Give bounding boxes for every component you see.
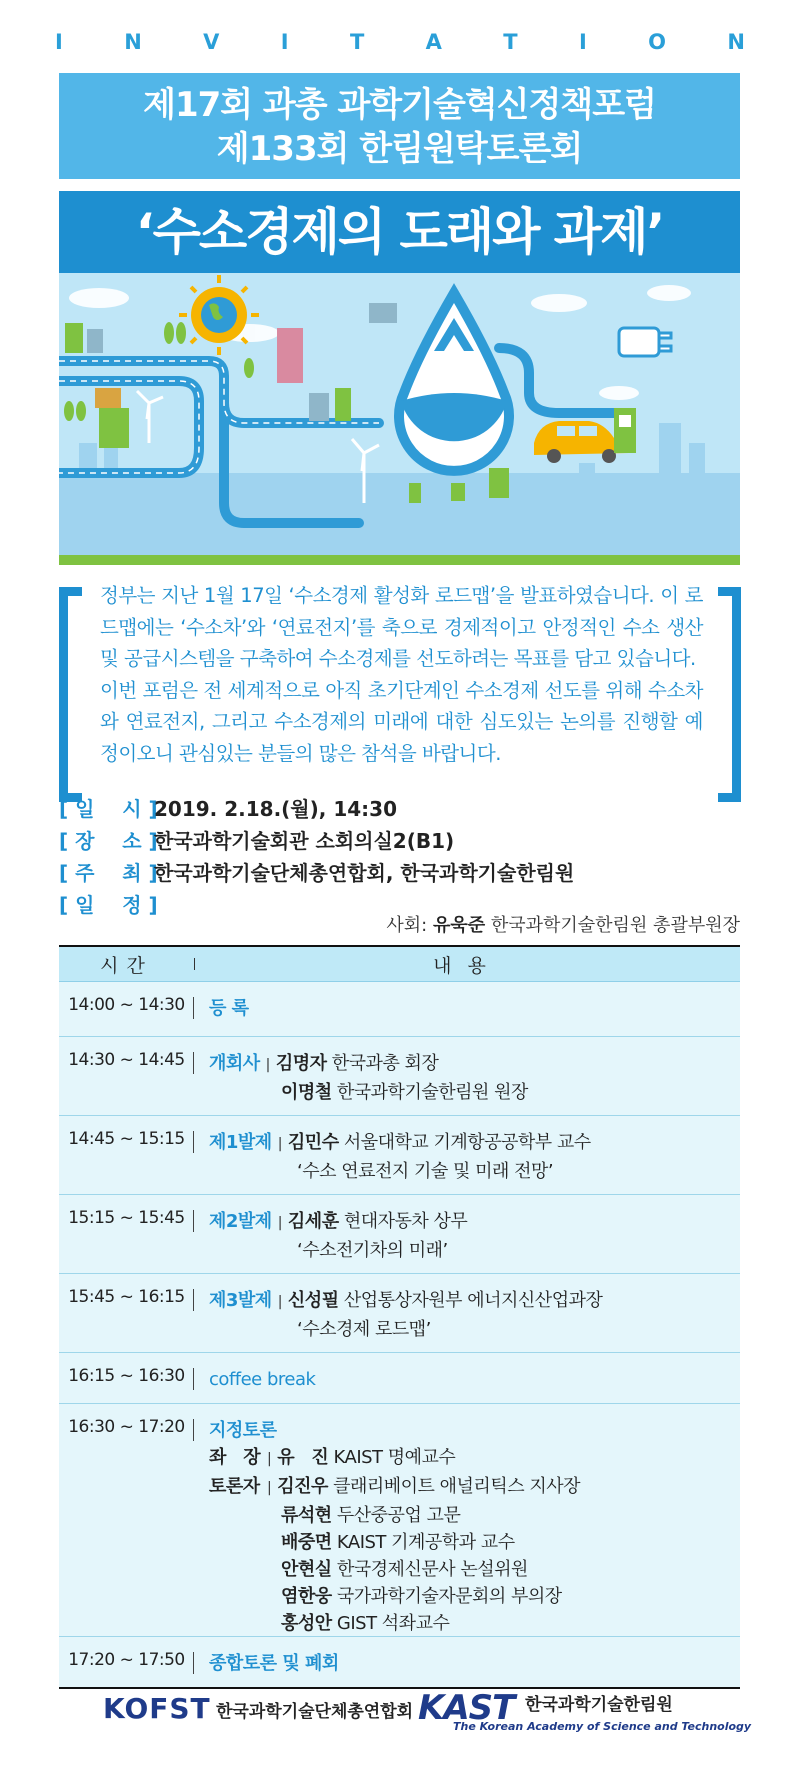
invitation-letter: A <box>425 30 442 54</box>
speaker-name: 김민수 <box>287 1132 339 1153</box>
panelist-name: 류석현 <box>281 1505 332 1526</box>
invitation-letter: N <box>124 30 142 54</box>
info-place <box>59 826 740 856</box>
row-content: 지정토론 좌 장 | 유 진 KAIST 명예교수 토론자 | 김진우 클래리베이트 애널리틱스 지사장 류석현 두산중공업 고문 배중면 KAIST 기계공학과 교수 안현실 한국경제신문사 논설위원 염한웅 국가과학기술자문회의 부의장 홍성안 GIST 석좌교수 <box>209 1420 580 1634</box>
date-value: 2019. 2.18.(월), 14:30 <box>154 797 397 821</box>
panelist-name: 홍성안 <box>281 1613 332 1634</box>
invitation-letter: I <box>578 30 587 54</box>
speaker-name: 이명철 <box>281 1082 332 1103</box>
panelist-name: 염한웅 <box>281 1586 332 1607</box>
panel-label: 토론자 <box>209 1476 260 1497</box>
info-date <box>59 794 740 824</box>
host-value: 한국과학기술단체총연합회, 한국과학기술한림원 <box>154 861 575 885</box>
sun-icon <box>179 275 259 355</box>
speaker-name: 김명자 <box>275 1053 327 1074</box>
panelist-name: 안현실 <box>281 1559 332 1580</box>
intro-text <box>100 580 703 769</box>
host-label: [ 주 최 ] <box>59 861 158 885</box>
panelist-name: 김진우 <box>277 1476 328 1497</box>
row-content: 제1발제 | 김민수 서울대학교 기계항공공학부 교수 ‘수소 연료전지 기술 및 미래 전망’ <box>194 1116 740 1194</box>
invitation-letter: N <box>727 30 745 54</box>
moderator-prefix: 사회: <box>386 915 433 936</box>
intro-paragraph-1: 정부는 지난 1월 17일 ‘수소경제 활성화 로드맵’을 발표하였습니다. 이 로드맵에는 ‘수소차’와 ‘연료전지’를 축으로 경제적이고 안정적인 수소 생산 및 공급시스템을 구축하여 수소경제를 선도하려는 목표를 담고 있습니다. <box>100 584 703 670</box>
speaker-role: 한국과총 회장 <box>326 1053 439 1074</box>
speaker-name: 신성필 <box>287 1290 339 1311</box>
panelist-role: KAIST 기계공학과 교수 <box>331 1532 515 1553</box>
invitation-letter: V <box>203 30 220 54</box>
schedule-row <box>59 1404 740 1637</box>
schedule-label: [ 일 정 ] <box>59 893 158 917</box>
invitation-header <box>55 30 745 54</box>
chair-name: 유 진 <box>277 1447 329 1468</box>
panelist-role: 한국경제신문사 논설위원 <box>331 1559 528 1580</box>
invitation-letter: T <box>503 30 518 54</box>
row-content: 개회사 | 김명자 한국과총 회장 이명철 한국과학기술한림원 원장 <box>209 1053 528 1103</box>
kast-english-name: The Korean Academy of Science and Technology <box>453 1720 752 1733</box>
row-title: coffee break <box>209 1369 316 1390</box>
presentation-title: ‘수소경제 로드맵’ <box>297 1319 431 1340</box>
event-title-line1: 제17회 과총 과학기술혁신정책포럼 <box>143 85 656 125</box>
place-label: [ 장 소 ] <box>59 829 158 853</box>
header-time: 시간 <box>100 954 153 977</box>
row-content <box>194 1353 740 1403</box>
row-title: 제2발제 <box>209 1211 272 1232</box>
row-time: 15:15 ~ 15:45 <box>68 1208 185 1228</box>
chair-role: KAIST 명예교수 <box>328 1447 456 1468</box>
left-bracket <box>59 587 82 802</box>
schedule-row <box>59 1353 740 1404</box>
panelist-role: GIST 석좌교수 <box>331 1613 450 1634</box>
schedule-row <box>59 1037 740 1116</box>
footer <box>0 1680 800 1740</box>
topic-banner: ‘수소경제의 도래와 과제’ <box>59 191 740 273</box>
panelist-role: 국가과학기술자문회의 부의장 <box>331 1586 562 1607</box>
fuel-station-icon <box>614 408 636 453</box>
presentation-title: ‘수소전기차의 미래’ <box>297 1240 448 1261</box>
row-time: 14:00 ~ 14:30 <box>68 995 185 1015</box>
row-content: 제2발제 | 김세훈 현대자동차 상무 ‘수소전기차의 미래’ <box>194 1195 740 1273</box>
illustration-svg <box>59 273 740 565</box>
schedule-row <box>59 982 740 1037</box>
kofst-name: 한국과학기술단체총연합회 <box>216 1702 414 1722</box>
invitation-letter: I <box>280 30 289 54</box>
speaker-role: 현대자동차 상무 <box>338 1211 468 1232</box>
presentation-title: ‘수소 연료전지 기술 및 미래 전망’ <box>297 1161 554 1182</box>
row-time: 17:20 ~ 17:50 <box>68 1650 185 1670</box>
row-title: 지정토론 <box>209 1420 277 1441</box>
row-time: 15:45 ~ 16:15 <box>68 1287 185 1307</box>
row-title: 개회사 <box>209 1053 260 1074</box>
row-title: 등 록 <box>209 998 249 1019</box>
row-time: 14:30 ~ 14:45 <box>68 1050 185 1070</box>
kast-logo: KAST <box>418 1688 515 1728</box>
event-title-line2: 제133회 한림원탁토론회 <box>216 129 583 169</box>
row-time: 14:45 ~ 15:15 <box>68 1129 185 1149</box>
schedule-row <box>59 1195 740 1274</box>
panelist-name: 배중면 <box>281 1532 332 1553</box>
row-title: 종합토론 및 폐회 <box>209 1653 339 1674</box>
schedule-header <box>59 947 740 982</box>
row-time: 16:15 ~ 16:30 <box>68 1366 185 1386</box>
schedule-table <box>59 945 740 1689</box>
date-label: [ 일 시 ] <box>59 797 158 821</box>
invitation-letter: O <box>648 30 666 54</box>
speaker-role: 산업통상자원부 에너지신산업과장 <box>338 1290 603 1311</box>
speaker-role: 서울대학교 기계항공공학부 교수 <box>338 1132 591 1153</box>
panelist-role: 클래리베이트 애널리틱스 지사장 <box>327 1476 580 1497</box>
speaker-role: 한국과학기술한림원 원장 <box>331 1082 528 1103</box>
event-title-box <box>59 73 740 179</box>
header-content: 내용 <box>433 954 502 977</box>
row-title: 제1발제 <box>209 1132 272 1153</box>
invitation-letter: I <box>55 30 63 54</box>
schedule-row <box>59 1116 740 1195</box>
intro-paragraph-2: 이번 포럼은 전 세계적으로 아직 초기단계인 수소경제 선도를 위해 수소차와 연료전지, 그리고 수소경제의 미래에 대한 심도있는 논의를 진행할 예정이오니 관심있는 분들의 많은 참석을 바랍니다. <box>100 678 703 765</box>
panelist-role: 두산중공업 고문 <box>331 1505 461 1526</box>
row-content: 제3발제 | 신성필 산업통상자원부 에너지신산업과장 ‘수소경제 로드맵’ <box>194 1274 740 1352</box>
moderator-name: 유욱준 <box>432 915 486 936</box>
schedule-row <box>59 1274 740 1353</box>
row-time: 16:30 ~ 17:20 <box>68 1417 185 1437</box>
kofst-logo: KOFST <box>103 1692 211 1725</box>
row-content <box>194 982 740 1036</box>
chair-label: 좌 장 <box>209 1447 261 1468</box>
kast-korean-name: 한국과학기술한림원 <box>525 1695 673 1715</box>
hydrogen-economy-illustration <box>59 273 740 565</box>
speaker-name: 김세훈 <box>287 1211 339 1232</box>
invitation-letter: T <box>349 30 365 54</box>
place-value: 한국과학기술회관 소회의실2(B1) <box>154 829 455 853</box>
info-host <box>59 858 740 888</box>
moderator <box>386 911 740 937</box>
right-bracket <box>718 587 741 802</box>
moderator-title: 한국과학기술한림원 총괄부원장 <box>485 915 740 936</box>
row-title: 제3발제 <box>209 1290 272 1311</box>
